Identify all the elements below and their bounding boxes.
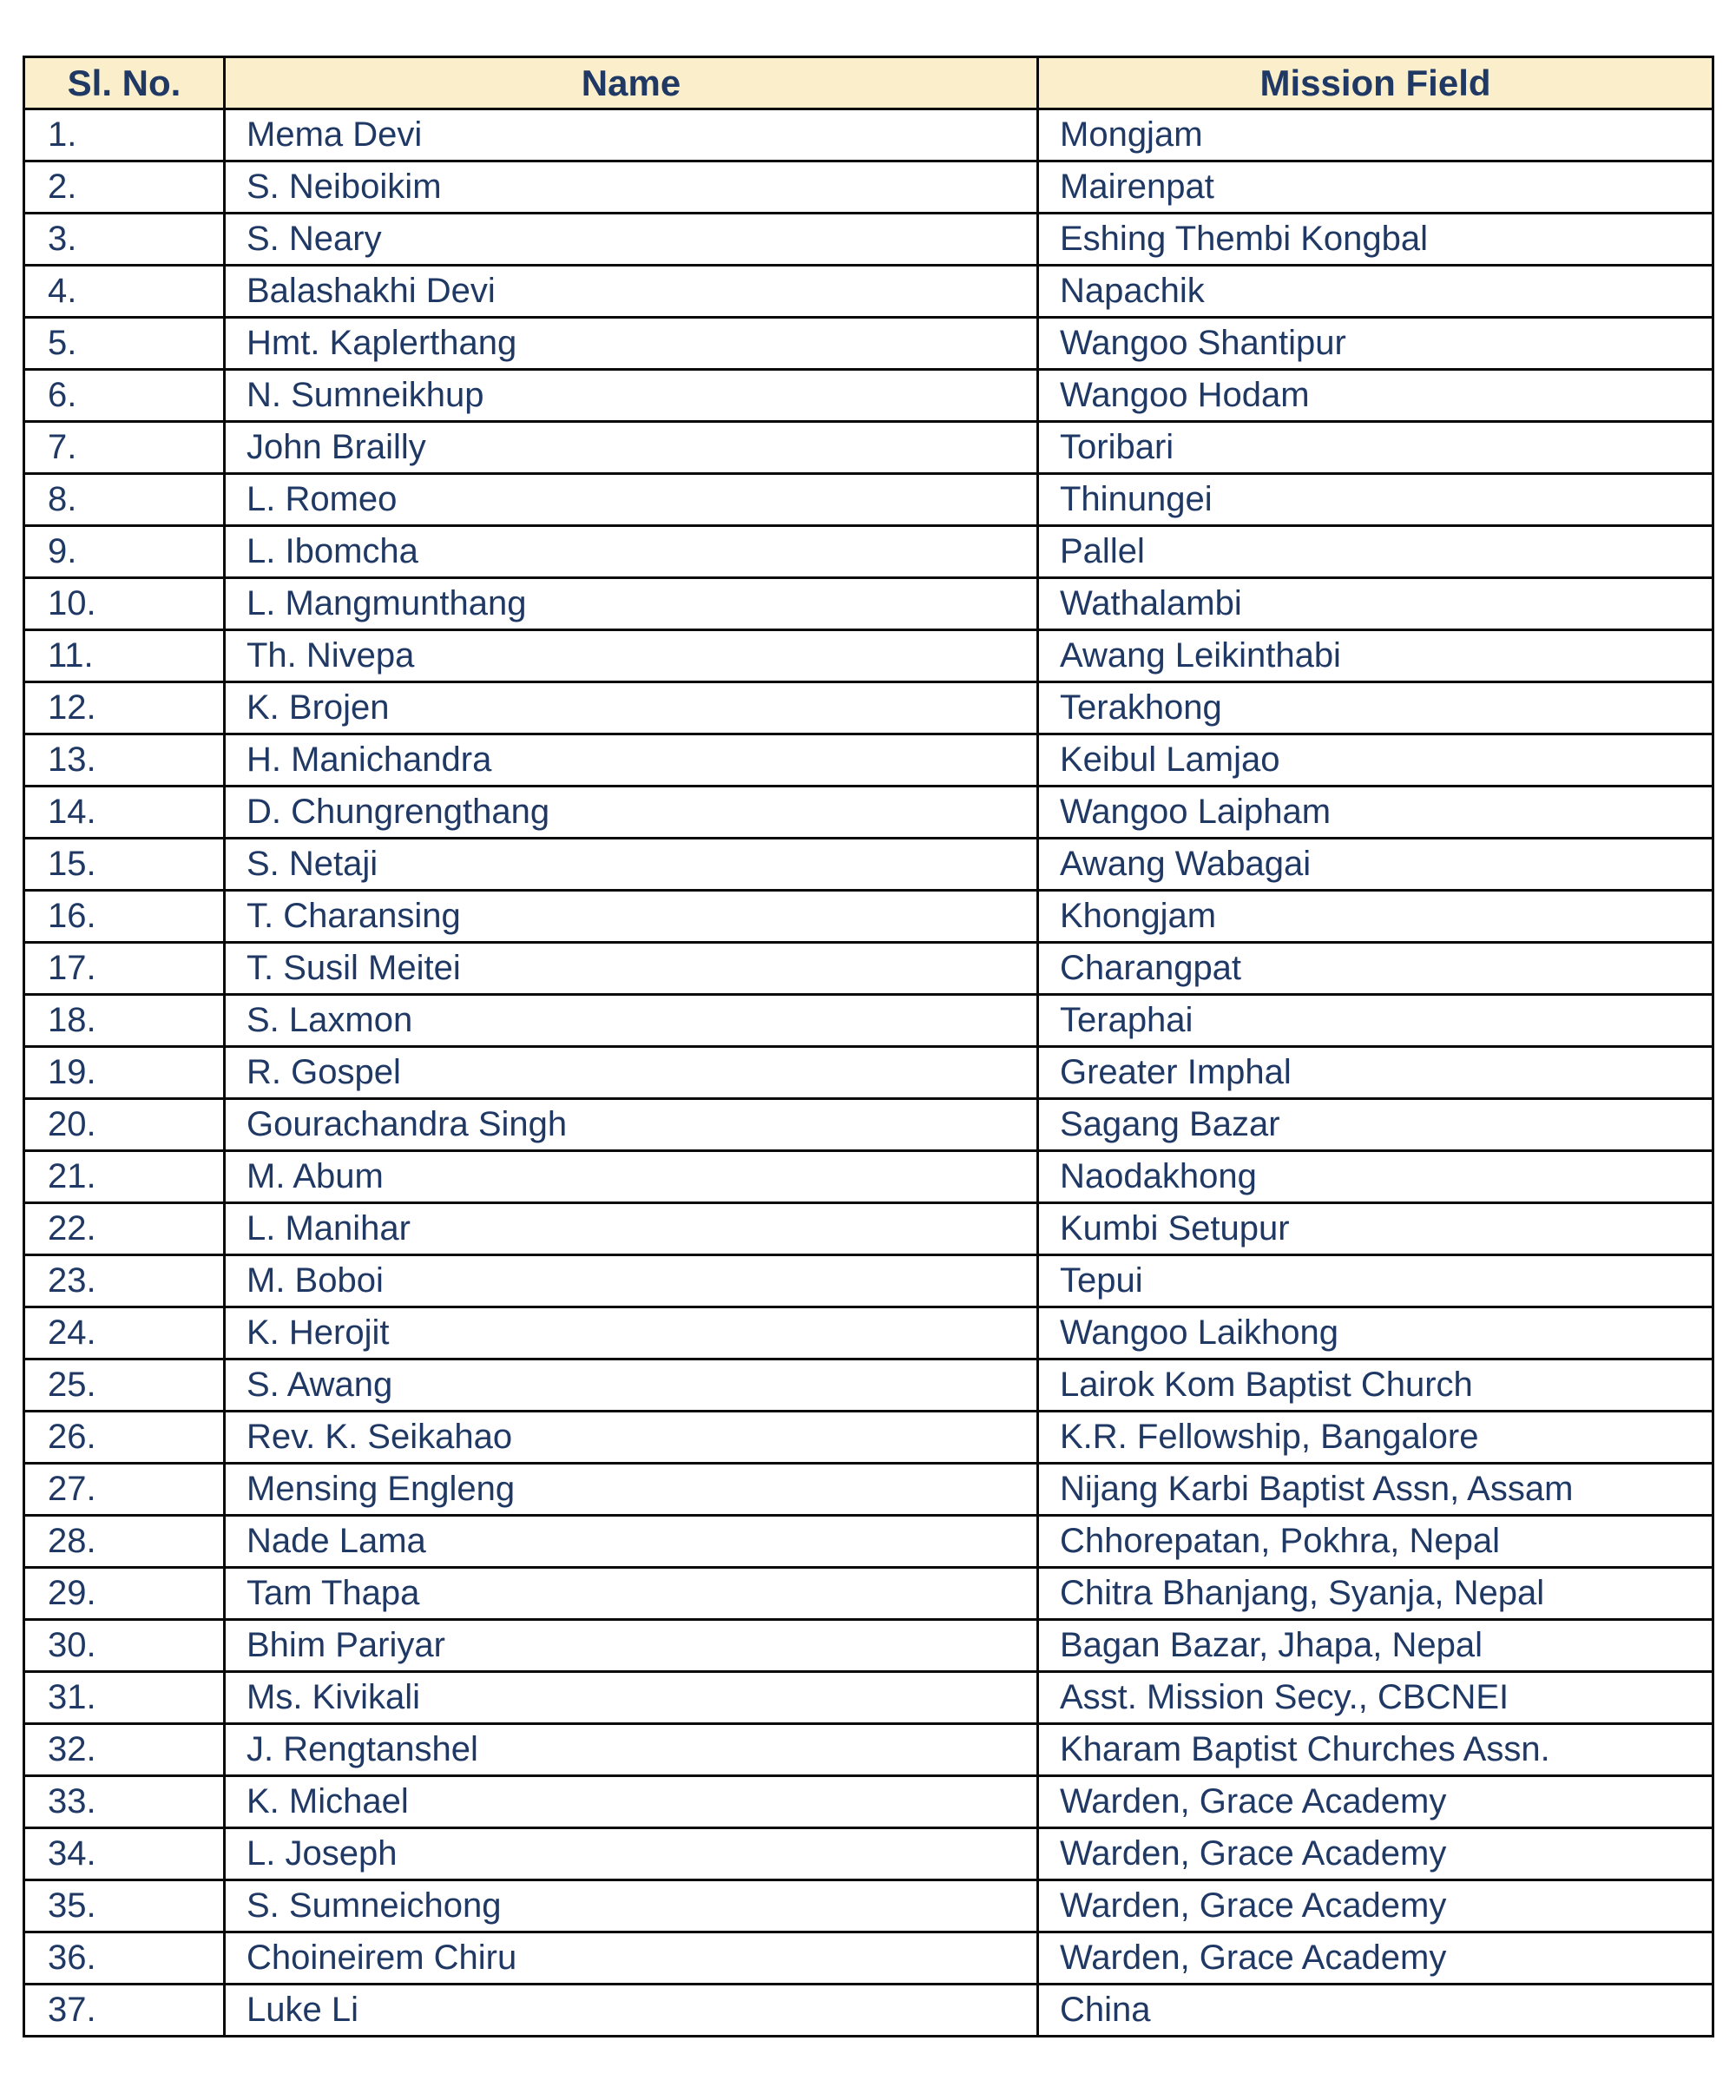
serial-cell: 35. (24, 1880, 225, 1932)
table-row (24, 1464, 1713, 1516)
table-row (24, 1099, 1713, 1151)
name-cell: T. Susil Meitei (225, 943, 1038, 995)
mission-field-cell: Chitra Bhanjang, Syanja, Nepal (1038, 1568, 1713, 1620)
serial-cell: 27. (24, 1464, 225, 1516)
mission-field-table (23, 56, 1714, 2037)
serial-cell: 29. (24, 1568, 225, 1620)
table-row (24, 318, 1713, 370)
serial-cell: 14. (24, 787, 225, 839)
table-row (24, 474, 1713, 526)
serial-cell: 6. (24, 370, 225, 422)
mission-field-cell: Pallel (1038, 526, 1713, 578)
mission-field-cell: Warden, Grace Academy (1038, 1776, 1713, 1828)
name-cell: S. Neary (225, 214, 1038, 266)
table-row (24, 161, 1713, 214)
table-row (24, 630, 1713, 682)
name-cell: Nade Lama (225, 1516, 1038, 1568)
mission-field-cell: K.R. Fellowship, Bangalore (1038, 1412, 1713, 1464)
name-cell: Th. Nivepa (225, 630, 1038, 682)
serial-cell: 33. (24, 1776, 225, 1828)
mission-field-cell: Lairok Kom Baptist Church (1038, 1359, 1713, 1412)
table-row (24, 787, 1713, 839)
mission-field-cell: Keibul Lamjao (1038, 734, 1713, 787)
mission-field-cell: Kumbi Setupur (1038, 1203, 1713, 1255)
mission-field-cell: Wangoo Laikhong (1038, 1307, 1713, 1359)
serial-cell: 37. (24, 1985, 225, 2037)
mission-field-cell: Wathalambi (1038, 578, 1713, 630)
name-cell: K. Michael (225, 1776, 1038, 1828)
serial-cell: 16. (24, 891, 225, 943)
table-row (24, 682, 1713, 734)
mission-field-cell: Khongjam (1038, 891, 1713, 943)
table-row (24, 266, 1713, 318)
serial-cell: 36. (24, 1932, 225, 1985)
serial-cell: 4. (24, 266, 225, 318)
table-row (24, 214, 1713, 266)
mission-field-cell: Warden, Grace Academy (1038, 1932, 1713, 1985)
header-row (24, 57, 1713, 109)
table-row (24, 995, 1713, 1047)
table-row (24, 1620, 1713, 1672)
name-cell: L. Romeo (225, 474, 1038, 526)
table-row (24, 1776, 1713, 1828)
mission-field-cell: Mongjam (1038, 109, 1713, 161)
table-row (24, 578, 1713, 630)
header-sl-no: Sl. No. (24, 57, 225, 109)
table-row (24, 370, 1713, 422)
serial-cell: 23. (24, 1255, 225, 1307)
name-cell: Mema Devi (225, 109, 1038, 161)
serial-cell: 24. (24, 1307, 225, 1359)
table-row (24, 1828, 1713, 1880)
name-cell: Ms. Kivikali (225, 1672, 1038, 1724)
table-header (24, 57, 1713, 109)
name-cell: Choineirem Chiru (225, 1932, 1038, 1985)
mission-field-cell: Mairenpat (1038, 161, 1713, 214)
table-row (24, 1203, 1713, 1255)
name-cell: T. Charansing (225, 891, 1038, 943)
serial-cell: 26. (24, 1412, 225, 1464)
name-cell: M. Boboi (225, 1255, 1038, 1307)
table-row (24, 1568, 1713, 1620)
table-row (24, 1985, 1713, 2037)
serial-cell: 9. (24, 526, 225, 578)
serial-cell: 30. (24, 1620, 225, 1672)
mission-field-cell: Teraphai (1038, 995, 1713, 1047)
serial-cell: 31. (24, 1672, 225, 1724)
table-row (24, 1880, 1713, 1932)
mission-field-cell: Warden, Grace Academy (1038, 1880, 1713, 1932)
header-mission-field: Mission Field (1038, 57, 1713, 109)
serial-cell: 18. (24, 995, 225, 1047)
serial-cell: 7. (24, 422, 225, 474)
table-row (24, 1047, 1713, 1099)
name-cell: R. Gospel (225, 1047, 1038, 1099)
name-cell: D. Chungrengthang (225, 787, 1038, 839)
name-cell: H. Manichandra (225, 734, 1038, 787)
name-cell: K. Herojit (225, 1307, 1038, 1359)
name-cell: Tam Thapa (225, 1568, 1038, 1620)
serial-cell: 34. (24, 1828, 225, 1880)
serial-cell: 20. (24, 1099, 225, 1151)
mission-field-cell: Warden, Grace Academy (1038, 1828, 1713, 1880)
name-cell: L. Mangmunthang (225, 578, 1038, 630)
serial-cell: 22. (24, 1203, 225, 1255)
mission-field-cell: Asst. Mission Secy., CBCNEI (1038, 1672, 1713, 1724)
table-row (24, 1412, 1713, 1464)
name-cell: L. Manihar (225, 1203, 1038, 1255)
serial-cell: 2. (24, 161, 225, 214)
table-row (24, 109, 1713, 161)
mission-field-cell: Chhorepatan, Pokhra, Nepal (1038, 1516, 1713, 1568)
table-row (24, 1359, 1713, 1412)
mission-field-cell: Bagan Bazar, Jhapa, Nepal (1038, 1620, 1713, 1672)
mission-field-cell: Sagang Bazar (1038, 1099, 1713, 1151)
name-cell: Gourachandra Singh (225, 1099, 1038, 1151)
mission-field-cell: Kharam Baptist Churches Assn. (1038, 1724, 1713, 1776)
table-row (24, 734, 1713, 787)
table-row (24, 526, 1713, 578)
name-cell: L. Joseph (225, 1828, 1038, 1880)
table-row (24, 1151, 1713, 1203)
name-cell: S. Netaji (225, 839, 1038, 891)
serial-cell: 28. (24, 1516, 225, 1568)
serial-cell: 21. (24, 1151, 225, 1203)
name-cell: Mensing Engleng (225, 1464, 1038, 1516)
mission-field-cell: Wangoo Hodam (1038, 370, 1713, 422)
mission-field-cell: Nijang Karbi Baptist Assn, Assam (1038, 1464, 1713, 1516)
table-row (24, 1307, 1713, 1359)
name-cell: M. Abum (225, 1151, 1038, 1203)
name-cell: Bhim Pariyar (225, 1620, 1038, 1672)
table-row (24, 839, 1713, 891)
mission-field-cell: Greater Imphal (1038, 1047, 1713, 1099)
mission-field-cell: Terakhong (1038, 682, 1713, 734)
name-cell: S. Neiboikim (225, 161, 1038, 214)
mission-field-cell: China (1038, 1985, 1713, 2037)
table-row (24, 422, 1713, 474)
mission-field-cell: Thinungei (1038, 474, 1713, 526)
serial-cell: 10. (24, 578, 225, 630)
mission-field-cell: Napachik (1038, 266, 1713, 318)
name-cell: S. Laxmon (225, 995, 1038, 1047)
name-cell: L. Ibomcha (225, 526, 1038, 578)
table-row (24, 1672, 1713, 1724)
name-cell: S. Sumneichong (225, 1880, 1038, 1932)
serial-cell: 32. (24, 1724, 225, 1776)
table-row (24, 1516, 1713, 1568)
mission-field-cell: Wangoo Laipham (1038, 787, 1713, 839)
name-cell: N. Sumneikhup (225, 370, 1038, 422)
table-body (24, 109, 1713, 2037)
serial-cell: 19. (24, 1047, 225, 1099)
name-cell: Balashakhi Devi (225, 266, 1038, 318)
serial-cell: 5. (24, 318, 225, 370)
name-cell: J. Rengtanshel (225, 1724, 1038, 1776)
serial-cell: 11. (24, 630, 225, 682)
mission-field-cell: Toribari (1038, 422, 1713, 474)
mission-field-cell: Charangpat (1038, 943, 1713, 995)
mission-field-cell: Naodakhong (1038, 1151, 1713, 1203)
mission-field-cell: Awang Leikinthabi (1038, 630, 1713, 682)
serial-cell: 12. (24, 682, 225, 734)
table-row (24, 943, 1713, 995)
serial-cell: 13. (24, 734, 225, 787)
mission-field-cell: Wangoo Shantipur (1038, 318, 1713, 370)
serial-cell: 15. (24, 839, 225, 891)
name-cell: S. Awang (225, 1359, 1038, 1412)
name-cell: Rev. K. Seikahao (225, 1412, 1038, 1464)
table-row (24, 1255, 1713, 1307)
serial-cell: 25. (24, 1359, 225, 1412)
mission-field-cell: Awang Wabagai (1038, 839, 1713, 891)
table-row (24, 1932, 1713, 1985)
name-cell: Hmt. Kaplerthang (225, 318, 1038, 370)
table-row (24, 891, 1713, 943)
name-cell: John Brailly (225, 422, 1038, 474)
header-name: Name (225, 57, 1038, 109)
name-cell: K. Brojen (225, 682, 1038, 734)
serial-cell: 8. (24, 474, 225, 526)
mission-field-cell: Eshing Thembi Kongbal (1038, 214, 1713, 266)
serial-cell: 17. (24, 943, 225, 995)
name-cell: Luke Li (225, 1985, 1038, 2037)
mission-field-cell: Tepui (1038, 1255, 1713, 1307)
serial-cell: 1. (24, 109, 225, 161)
serial-cell: 3. (24, 214, 225, 266)
table-row (24, 1724, 1713, 1776)
